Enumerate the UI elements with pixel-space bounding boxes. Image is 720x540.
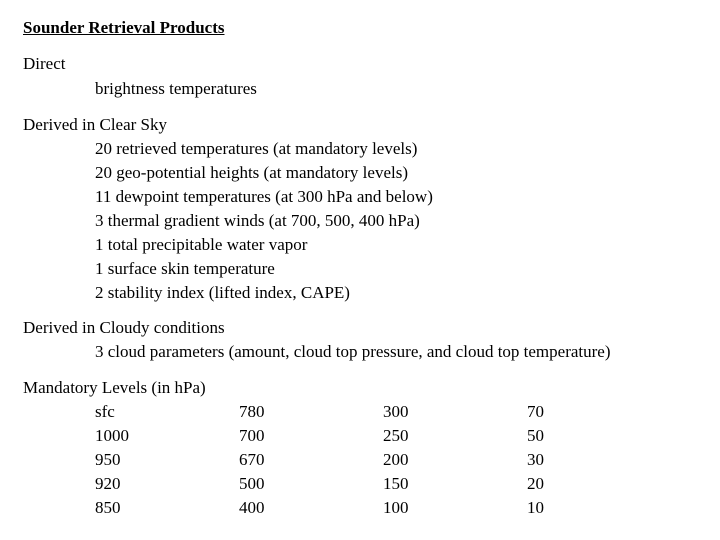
level-value: 920	[95, 474, 121, 493]
list-item: 3 thermal gradient winds (at 700, 500, 400 hPa)	[95, 211, 420, 230]
levels-column-3	[383, 400, 409, 520]
level-value: 250	[383, 426, 409, 445]
list-item: 11 dewpoint temperatures (at 300 hPa and below)	[95, 187, 433, 206]
section-heading-direct: Direct	[23, 54, 66, 73]
list-item: 1 total precipitable water vapor	[95, 235, 308, 254]
level-value: 150	[383, 474, 409, 493]
level-value: 700	[239, 426, 265, 445]
level-value: 780	[239, 402, 265, 421]
level-value: 950	[95, 450, 121, 469]
list-item: 1 surface skin temperature	[95, 259, 275, 278]
list-item: brightness temperatures	[95, 79, 257, 98]
levels-column-1	[95, 400, 129, 520]
level-value: 100	[383, 498, 409, 517]
page-title: Sounder Retrieval Products	[23, 18, 225, 37]
level-value: 400	[239, 498, 265, 517]
level-value: sfc	[95, 402, 115, 421]
section-heading-mandatory-levels: Mandatory Levels (in hPa)	[23, 378, 206, 397]
levels-column-2	[239, 400, 265, 520]
levels-column-4	[527, 400, 544, 520]
list-item: 20 retrieved temperatures (at mandatory levels)	[95, 139, 418, 158]
level-value: 850	[95, 498, 121, 517]
level-value: 10	[527, 498, 544, 517]
level-value: 50	[527, 426, 544, 445]
level-value: 70	[527, 402, 544, 421]
level-value: 500	[239, 474, 265, 493]
level-value: 1000	[95, 426, 129, 445]
list-item: 3 cloud parameters (amount, cloud top pressure, and cloud top temperature)	[95, 342, 611, 361]
list-item: 2 stability index (lifted index, CAPE)	[95, 283, 350, 302]
level-value: 670	[239, 450, 265, 469]
level-value: 30	[527, 450, 544, 469]
level-value: 300	[383, 402, 409, 421]
level-value: 200	[383, 450, 409, 469]
level-value: 20	[527, 474, 544, 493]
section-heading-cloudy: Derived in Cloudy conditions	[23, 318, 225, 337]
list-item: 20 geo-potential heights (at mandatory levels)	[95, 163, 408, 182]
section-heading-clear-sky: Derived in Clear Sky	[23, 115, 167, 134]
